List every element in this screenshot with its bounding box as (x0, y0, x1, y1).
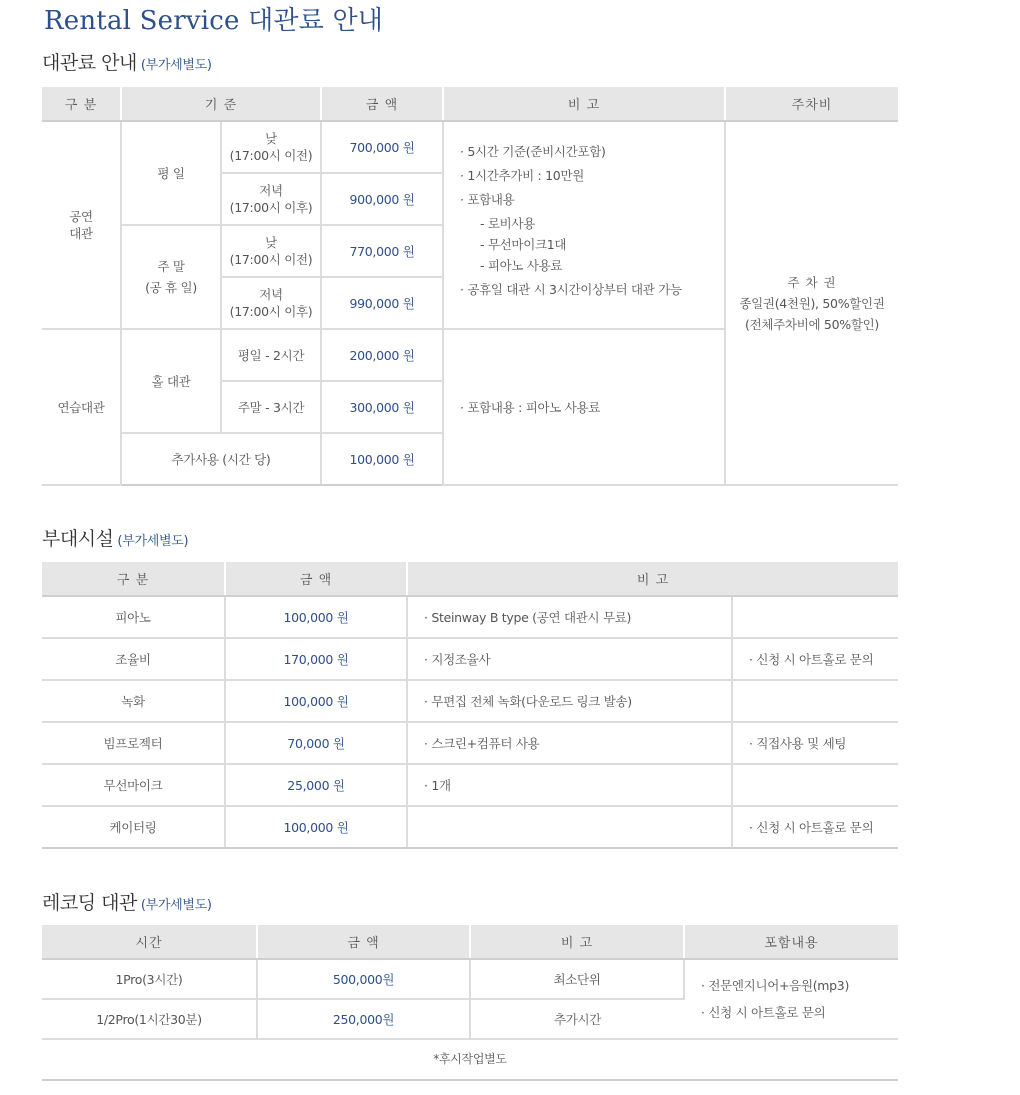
vat-note: (부가세별도) (140, 898, 212, 913)
header-remarks: 비 고 (407, 562, 898, 596)
recording-table (42, 925, 898, 1081)
rental-fee-table (42, 87, 898, 486)
facility-name: 빔프로젝터 (42, 722, 225, 764)
recording-time: 1/2Pro(1시간30분) (42, 999, 257, 1039)
price-cell: 500,000원 (257, 959, 470, 999)
page-title: Rental Service 대관료 안내 (44, 6, 384, 36)
facility-name: 조율비 (42, 638, 225, 680)
recording-note: 추가시간 (470, 999, 684, 1039)
header-parking: 주차비 (725, 87, 898, 121)
price-cell: 990,000 원 (321, 277, 443, 329)
section-heading-rental-fee (42, 48, 212, 75)
recording-time: 1Pro(3시간) (42, 959, 257, 999)
facility-note: · 무편집 전체 녹화(다운로드 링크 발송) (407, 680, 732, 722)
section-title: 대관료 안내 (42, 52, 137, 74)
header-category: 구 분 (42, 562, 225, 596)
header-price: 금 액 (257, 925, 470, 959)
time-cell: 평일 - 2시간 (221, 329, 321, 381)
practice-remarks: · 포함내용 : 피아노 사용료 (443, 329, 725, 485)
header-remarks: 비 고 (470, 925, 684, 959)
facility-extra: · 신청 시 아트홀로 문의 (732, 806, 898, 848)
section-title: 레코딩 대관 (42, 892, 137, 914)
header-time: 시간 (42, 925, 257, 959)
price-cell: 100,000 원 (321, 433, 443, 485)
price-cell: 100,000 원 (225, 680, 407, 722)
facility-name: 케이터링 (42, 806, 225, 848)
facility-note: · 스크린+컴퓨터 사용 (407, 722, 732, 764)
parking-title: 주 차 권 (787, 274, 837, 290)
price-cell: 70,000 원 (225, 722, 407, 764)
vat-note: (부가세별도) (117, 534, 189, 549)
price-cell: 770,000 원 (321, 225, 443, 277)
parking-line2: (전체주차비에 50%할인) (745, 316, 879, 332)
facility-name: 피아노 (42, 596, 225, 638)
facility-extra: · 신청 시 아트홀로 문의 (732, 638, 898, 680)
section-heading-recording (42, 888, 212, 915)
price-cell: 700,000 원 (321, 121, 443, 173)
header-price: 금 액 (321, 87, 443, 121)
extra-usage-label: 추가사용 (시간 당) (121, 433, 321, 485)
price-cell: 250,000원 (257, 999, 470, 1039)
facility-name: 무선마이크 (42, 764, 225, 806)
header-price: 금 액 (225, 562, 407, 596)
weekday-label: 평 일 (121, 121, 221, 225)
footnote: *후시작업별도 (42, 1039, 898, 1080)
section-heading-facilities (42, 524, 188, 551)
price-cell: 200,000 원 (321, 329, 443, 381)
time-cell: 주말 - 3시간 (221, 381, 321, 433)
category-practice: 연습대관 (42, 329, 121, 485)
performance-remarks: · 5시간 기준(준비시간포함) · 1시간추가비 : 10만원 · 포함내용 - 로비사용 - 무선마이크1대 - 피아노 사용료 · 공휴일 대관 시 3시간이상부터 대관 가능 (443, 121, 725, 329)
header-criteria: 기 준 (121, 87, 321, 121)
category-performance: 공연 대관 (42, 121, 121, 329)
time-cell: 저녁 (17:00시 이후) (221, 277, 321, 329)
header-category: 구 분 (42, 87, 121, 121)
facility-extra: · 직접사용 및 세팅 (732, 722, 898, 764)
time-cell: 낮 (17:00시 이전) (221, 225, 321, 277)
time-cell: 낮 (17:00시 이전) (221, 121, 321, 173)
facility-extra (732, 680, 898, 722)
time-cell: 저녁 (17:00시 이후) (221, 173, 321, 225)
price-cell: 300,000 원 (321, 381, 443, 433)
facility-extra (732, 764, 898, 806)
facility-note: · Steinway B type (공연 대관시 무료) (407, 596, 732, 638)
facilities-table (42, 562, 898, 849)
parking-line1: 종일권(4천원), 50%할인권 (739, 295, 885, 311)
vat-note: (부가세별도) (140, 58, 212, 73)
facility-name: 녹화 (42, 680, 225, 722)
price-cell: 900,000 원 (321, 173, 443, 225)
price-cell: 100,000 원 (225, 596, 407, 638)
price-cell: 25,000 원 (225, 764, 407, 806)
facility-note: · 지정조율사 (407, 638, 732, 680)
recording-includes: · 전문엔지니어+음원(mp3) · 신청 시 아트홀로 문의 (684, 959, 898, 1039)
facility-extra (732, 596, 898, 638)
parking-info (725, 121, 898, 485)
hall-rental-label: 홀 대관 (121, 329, 221, 433)
recording-note: 최소단위 (470, 959, 684, 999)
header-includes: 포함내용 (684, 925, 898, 959)
weekend-label: 주 말 (공 휴 일) (121, 225, 221, 329)
price-cell: 100,000 원 (225, 806, 407, 848)
price-cell: 170,000 원 (225, 638, 407, 680)
facility-note: · 1개 (407, 764, 732, 806)
facility-note (407, 806, 732, 848)
header-remarks: 비 고 (443, 87, 725, 121)
section-title: 부대시설 (42, 528, 114, 550)
